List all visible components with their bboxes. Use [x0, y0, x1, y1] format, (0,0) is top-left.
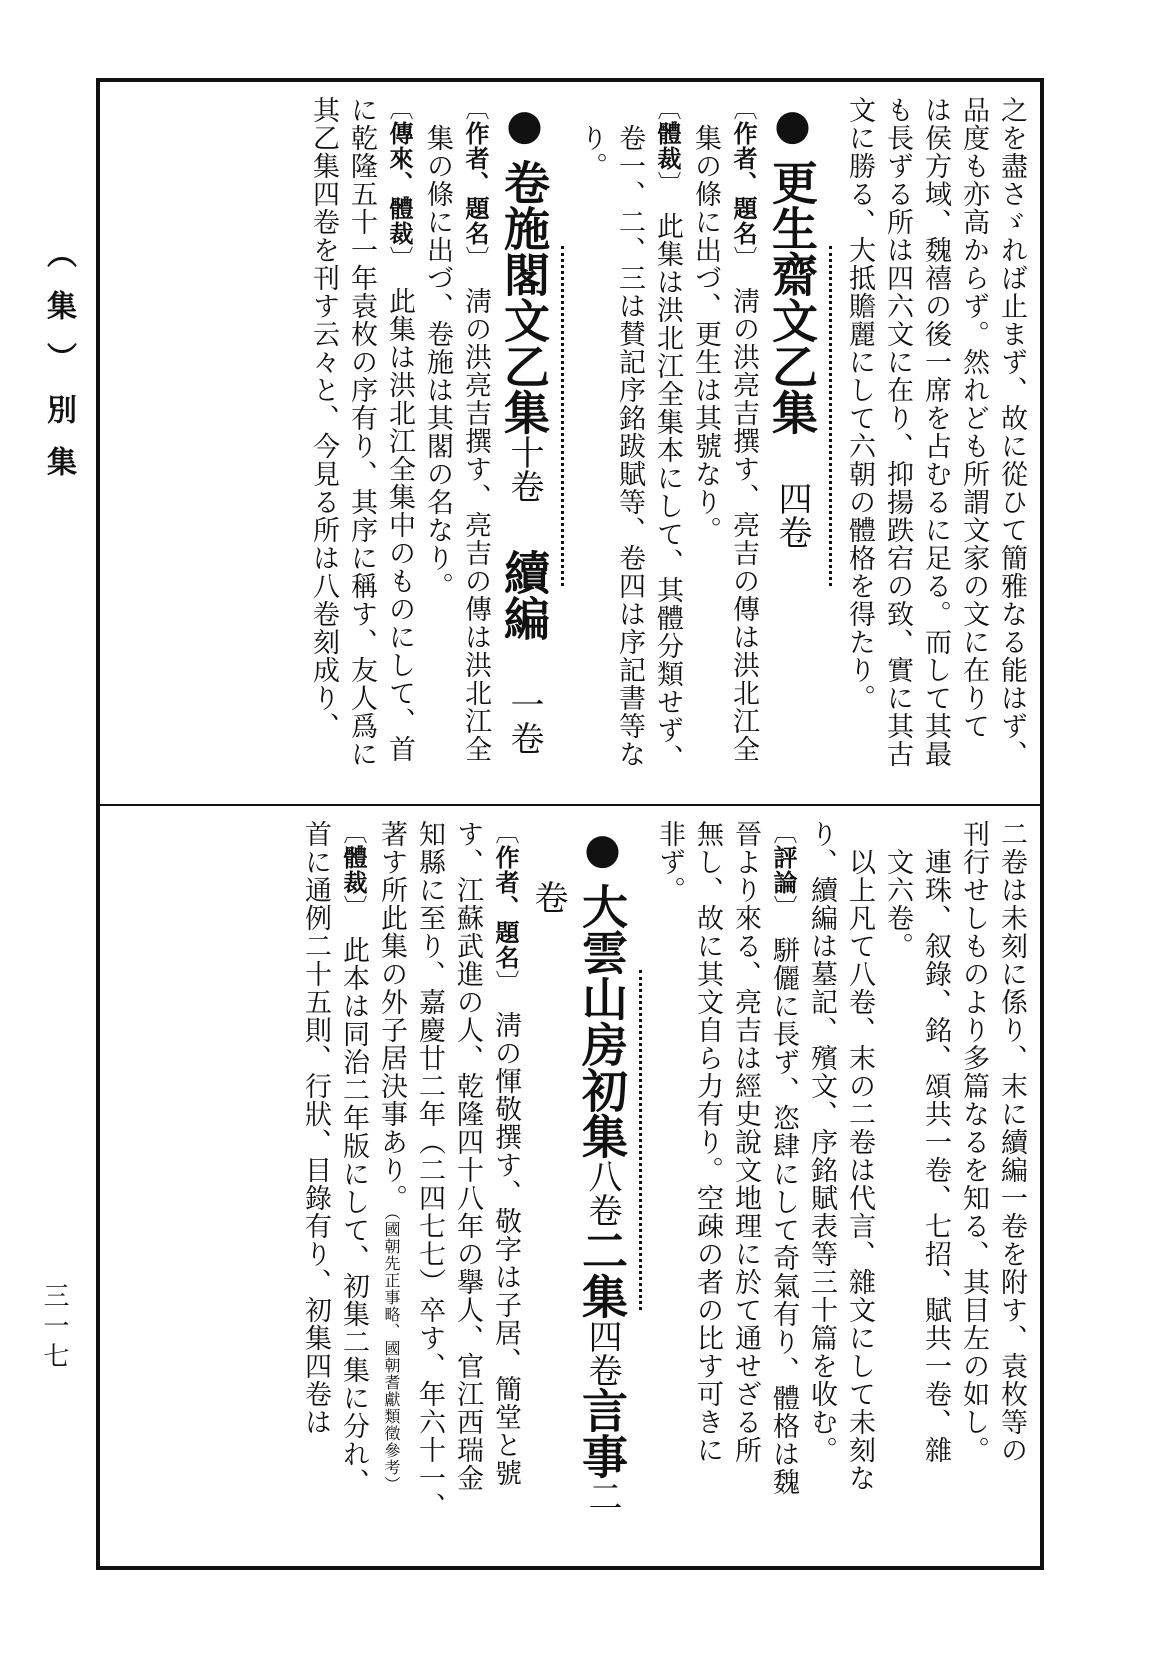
- text-column: 集の條に出づ、更生は其號なり。: [690, 124, 721, 544]
- entry-volumes: 十卷: [504, 435, 544, 503]
- text-column: は侯方域、魏禧の後一席を占むるに足る。而して其最: [920, 96, 951, 768]
- bullet-icon: ●: [500, 100, 549, 149]
- style-tag: 〔 體裁 〕: [653, 96, 682, 184]
- page-frame: [96, 78, 1044, 1570]
- text-line: 著す所此集の外子居決事あり。: [376, 820, 407, 1212]
- entry-title: 卷施閣文乙集: [497, 159, 551, 435]
- heading-continuation: 卷: [528, 880, 568, 914]
- text-column: [648, 96, 686, 790]
- text-column: [486, 820, 524, 1560]
- bottom-section: [114, 820, 1030, 1560]
- bullet-icon: ●: [578, 824, 627, 873]
- section-separator: [822, 96, 840, 790]
- text-column: [372, 820, 410, 1560]
- author-tag: 〔 作者、題名 〕: [729, 96, 758, 259]
- entry-second-collection: 二集: [575, 1227, 629, 1319]
- text-column: 知縣に至り、嘉慶廿二年（二四七七）卒す、年六十一、: [414, 820, 445, 1520]
- review-tag: 〔 評論 〕: [769, 820, 798, 908]
- text-line: 此本は同治二年版にして、初集二集に分れ、: [338, 936, 369, 1496]
- text-column: 文六卷。: [882, 848, 913, 960]
- entry-sequel: 續編: [497, 549, 551, 641]
- text-column: 品度も亦高からず。然れども所謂文家の文に在りて: [958, 96, 989, 740]
- text-column: も長ずる所は四六文に在り、抑揚跌宕の致、實に其古: [882, 96, 913, 768]
- text-column: 非ず。: [654, 820, 685, 904]
- author-tag: 〔 作者、題名 〕: [461, 96, 490, 259]
- entry-volumes: 四卷: [772, 481, 812, 549]
- source-note-line: （國朝先正事略、國: [382, 1212, 401, 1357]
- text-line: 此集は洪北江全集本にして、其體分類せず、: [652, 212, 683, 772]
- section-separator: [632, 820, 650, 1560]
- text-column: り、續編は墓記、殯文、序銘賦表等三十篇を收む。: [806, 820, 837, 1464]
- text-column: 集の條に出づ、卷施は其閣の名なり。: [422, 124, 453, 600]
- section-separator: [554, 96, 572, 790]
- text-column: [724, 96, 762, 790]
- entry-heading: [494, 100, 554, 786]
- text-column: り。: [576, 124, 607, 180]
- entry-title: 大雲山房初集: [575, 883, 629, 1159]
- entry-heading: [572, 824, 632, 1556]
- text-line: 淸の洪亮吉撰す、亮吉の傳は洪北江全: [728, 287, 759, 763]
- text-column: 其乙集四卷を刊す云々と、今見る所は八卷刻成り、: [308, 96, 339, 740]
- bullet-icon: ●: [768, 100, 817, 149]
- entry-heading: [762, 100, 822, 786]
- transmission-tag: 〔 傳來、體裁 〕: [385, 96, 414, 259]
- text-column: 晉より來る、亮吉は經史說文地理に於て通せざる所: [730, 820, 761, 1464]
- text-line: 此集は洪北江全集中のものにして、首: [384, 287, 415, 763]
- text-column: に乾隆五十一年袁枚の序有り、其序に稱す、友人爲に: [346, 96, 377, 768]
- text-column: [380, 96, 418, 790]
- text-column: 首に通例二十五則、行狀、目錄有り、初集四卷は: [300, 820, 331, 1436]
- text-column: 之を盡さゞれば止まず、故に從ひて簡雅なる能はず、: [996, 96, 1027, 768]
- text-column: 連珠、叙錄、銘、頌共一卷、七招、賦共一卷、雜: [920, 848, 951, 1464]
- text-column: 卷一、二、三は賛記序銘跋賦等、卷四は序記書等な: [614, 124, 645, 768]
- text-line: 駢儷に長ず、恣肆にして奇氣有り、體格は魏: [768, 936, 799, 1496]
- entry-sequel-volumes: 一卷: [504, 687, 544, 755]
- entry-volumes: 八卷: [582, 1159, 622, 1227]
- page-number: 三一七: [39, 1282, 69, 1372]
- text-column: 文に勝る、大抵贍麗にして六朝の體格を得たり。: [844, 96, 875, 712]
- horizontal-divider: [100, 804, 1040, 806]
- top-section: [114, 96, 1030, 790]
- style-tag: 〔 體裁 〕: [339, 820, 368, 908]
- source-note: [382, 1212, 401, 1493]
- text-column: 無し、故に其文自ら力有り。空疎の者の比す可きに: [692, 820, 723, 1464]
- text-column: [764, 820, 802, 1560]
- entry-third-item: 言事: [575, 1387, 629, 1479]
- entry-title: 更生齋文乙集: [765, 159, 819, 435]
- text-column: 刊行せしものより多篇なるを知る、其目左の如し。: [958, 820, 989, 1464]
- author-tag: 〔 作者、題名 〕: [491, 820, 520, 983]
- text-column: [334, 820, 372, 1560]
- text-line: 淸の惲敬撰す、敬字は子居、簡堂と號: [490, 1011, 521, 1487]
- text-column: す、江蘇武進の人、乾隆四十八年の擧人、官江西瑞金: [452, 820, 483, 1492]
- entry-third-volumes: 二: [582, 1479, 622, 1513]
- entry-second-volumes: 四卷: [582, 1319, 622, 1387]
- source-note-line: 朝耆獻類徵參考）: [382, 1357, 401, 1493]
- text-column: [456, 96, 494, 790]
- text-line: 淸の洪亮吉撰す、亮吉の傳は洪北江全: [460, 287, 491, 763]
- text-column: 以上凡て八卷、末の二卷は代言、雜文にして未刻な: [844, 848, 875, 1492]
- section-header: （集）別集: [41, 238, 76, 498]
- text-column: 二卷は未刻に係り、末に續編一卷を附す、袁枚等の: [996, 820, 1027, 1464]
